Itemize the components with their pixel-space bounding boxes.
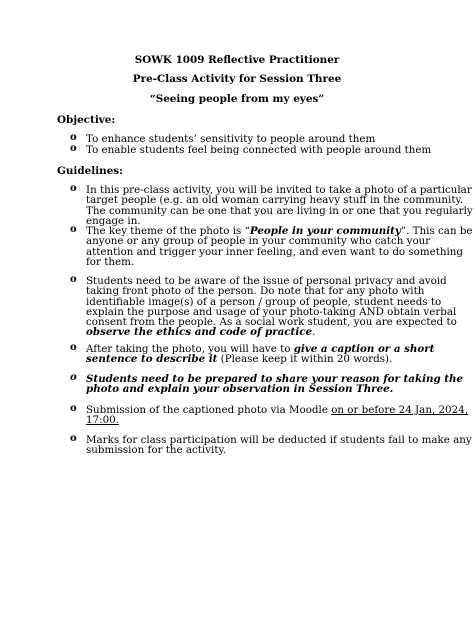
guideline-text: In this pre-class activity, you will be invited to take a photo of a particular (86, 184, 472, 196)
text-run: ”. This can be (400, 225, 473, 237)
objective-item (70, 143, 432, 156)
guideline-text: for them. (86, 255, 135, 268)
guideline-item (70, 433, 472, 457)
bullet-icon: o (70, 132, 77, 143)
guideline-text: identifiable image(s) of a person / group of people, student needs to (86, 295, 442, 308)
course-title: SOWK 1009 Reflective Practitioner (134, 54, 340, 66)
bullet-icon: o (70, 433, 77, 444)
objective-heading: Objective: (57, 114, 116, 126)
guideline-item (70, 403, 468, 427)
guideline-text: photo and explain your observation in Session Three. (86, 383, 394, 396)
guideline-text: Students need to be aware of the issue of personal privacy and avoid (86, 275, 447, 287)
guideline-text (86, 327, 421, 337)
guideline-text: Students need to be prepared to share your reason for taking the (86, 373, 464, 385)
text-run: Submission of the captioned photo via Moodle (86, 404, 332, 416)
bullet-icon: o (70, 224, 77, 235)
emphasis-text: sentence to describe it (86, 353, 218, 366)
session-title: Pre-Class Activity for Session Three (132, 73, 342, 85)
guideline-text (86, 354, 421, 364)
bullet-icon: o (70, 342, 77, 353)
objective-item (70, 132, 421, 145)
text-run: The key theme of the photo is “ (86, 225, 250, 237)
guideline-text: submission for the activity. (86, 444, 227, 457)
guideline-text: taking front photo of the person. Do note that for any photo with (86, 285, 425, 298)
text-run: After taking the photo, you will have to (86, 343, 294, 355)
theme-title: “Seeing people from my eyes” (149, 93, 325, 105)
guideline-item (70, 274, 457, 339)
emphasis-text: give a caption or a short (293, 343, 435, 355)
guideline-text: target people (e.g. an old woman carrying heavy stuff in the community. (86, 194, 464, 207)
bullet-icon: o (70, 183, 77, 194)
text-run: (Please keep it within 20 words). (217, 353, 393, 366)
guideline-text: explain the purpose and usage of your photo-taking AND obtain verbal (86, 305, 457, 318)
guideline-text: engage in. (86, 214, 141, 227)
emphasis-text: observe the ethics and code of practice (86, 326, 313, 339)
objective-text: To enhance students’ sensitivity to people around them (86, 133, 376, 145)
guideline-text (86, 404, 468, 416)
guideline-text: anyone or any group of people in your community who catch your (86, 235, 431, 248)
guideline-item (70, 342, 435, 366)
text-run: . (312, 326, 316, 339)
bullet-icon: o (70, 143, 77, 154)
objective-text: To enable students feel being connected with people around them (86, 144, 432, 156)
bullet-icon: o (70, 274, 77, 285)
guideline-text: consent from the people. As a social work student, you are expected to (86, 316, 457, 329)
deadline-text: on or before 24 Jan, 2024, (331, 404, 468, 416)
guidelines-heading: Guidelines: (57, 165, 123, 177)
bullet-icon: o (70, 372, 77, 383)
guideline-text: The community can be one that you are living in or one that you regularly (86, 204, 473, 217)
emphasis-text: People in your community (249, 225, 401, 237)
guideline-text: Marks for class participation will be deducted if students fail to make any (86, 434, 472, 446)
guideline-item (70, 224, 473, 268)
guideline-item (70, 372, 464, 396)
bullet-icon: o (70, 403, 77, 414)
guideline-text: attention and trigger your inner feeling, and even want to do something (86, 245, 464, 258)
guideline-item (70, 183, 473, 227)
deadline-time: 17:00. (86, 414, 119, 427)
